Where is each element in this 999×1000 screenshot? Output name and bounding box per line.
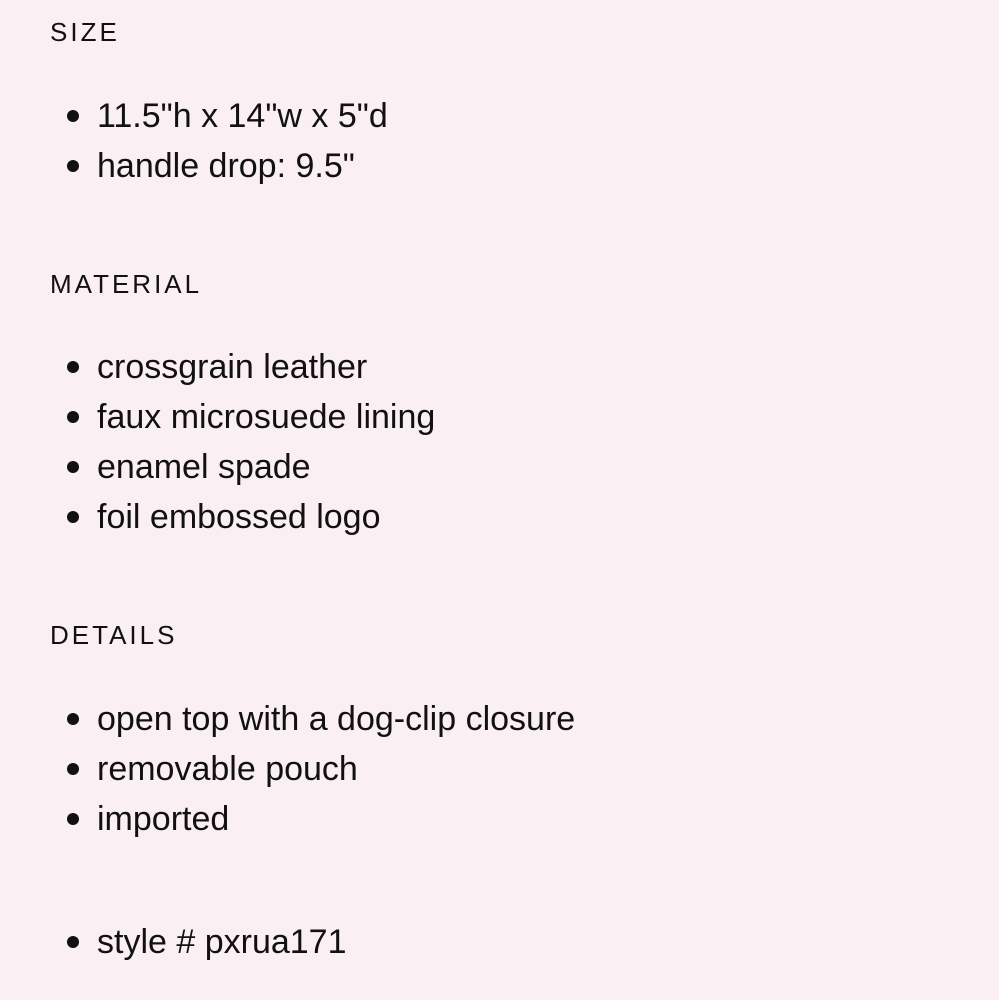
details-item: removable pouch bbox=[97, 750, 358, 788]
material-item: enamel spade bbox=[97, 448, 311, 486]
style-number: style # pxrua171 bbox=[97, 923, 347, 961]
list-item bbox=[0, 392, 435, 442]
bullet-icon bbox=[67, 813, 79, 825]
bullet-icon bbox=[67, 511, 79, 523]
list-item bbox=[0, 794, 575, 844]
bullet-icon bbox=[67, 110, 79, 122]
bullet-icon bbox=[67, 713, 79, 725]
bullet-icon bbox=[67, 763, 79, 775]
list-item bbox=[0, 492, 435, 542]
details-list bbox=[0, 694, 575, 844]
details-item: open top with a dog-clip closure bbox=[97, 700, 576, 738]
list-item bbox=[0, 442, 435, 492]
details-heading: DETAILS bbox=[50, 620, 178, 650]
material-list bbox=[0, 342, 435, 542]
bullet-icon bbox=[67, 160, 79, 172]
list-item bbox=[0, 694, 575, 744]
style-list bbox=[0, 917, 347, 967]
list-item bbox=[0, 917, 347, 967]
size-heading: SIZE bbox=[50, 17, 120, 47]
size-dimensions: 11.5"h x 14"w x 5"d bbox=[97, 97, 388, 135]
bullet-icon bbox=[67, 936, 79, 948]
list-item bbox=[0, 342, 435, 392]
list-item bbox=[0, 744, 575, 794]
material-item: foil embossed logo bbox=[97, 498, 381, 536]
list-item bbox=[0, 91, 388, 141]
size-list bbox=[0, 91, 388, 191]
details-item: imported bbox=[97, 800, 230, 838]
bullet-icon bbox=[67, 461, 79, 473]
material-item: faux microsuede lining bbox=[97, 398, 436, 436]
list-item bbox=[0, 141, 388, 191]
material-item: crossgrain leather bbox=[97, 348, 368, 386]
bullet-icon bbox=[67, 411, 79, 423]
bullet-icon bbox=[67, 361, 79, 373]
material-heading: MATERIAL bbox=[50, 269, 203, 299]
size-handle-drop: handle drop: 9.5" bbox=[97, 147, 355, 185]
